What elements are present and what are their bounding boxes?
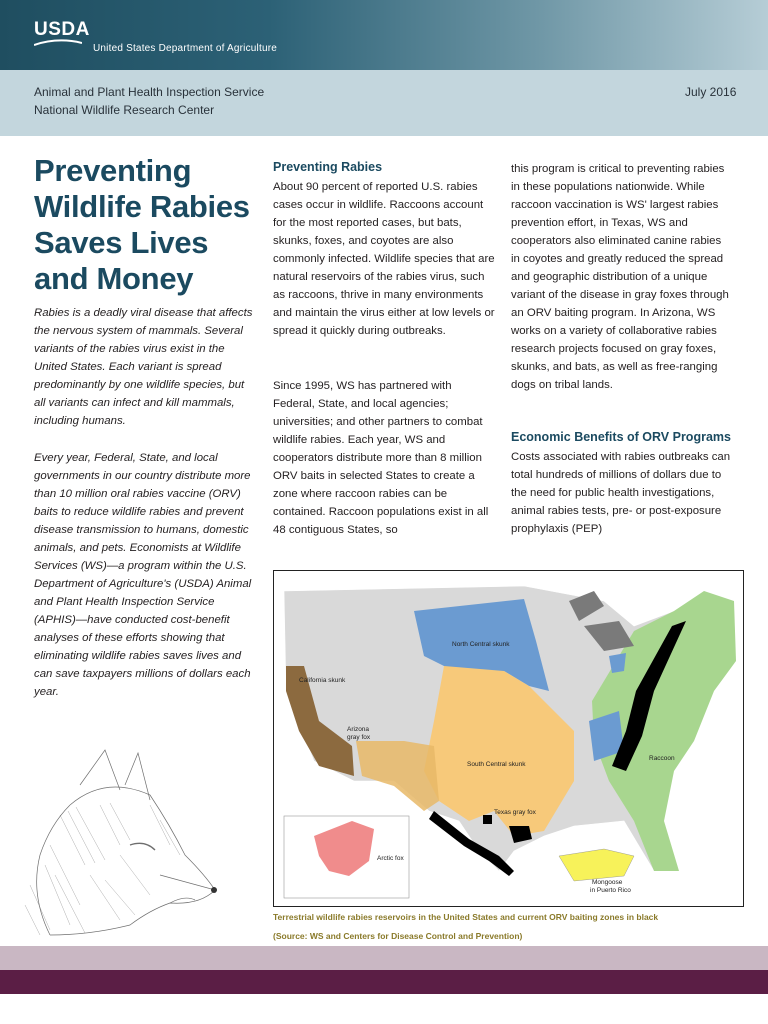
map-label-mongoose: Mongoose bbox=[592, 879, 623, 886]
department-name: United States Department of Agriculture bbox=[93, 43, 278, 54]
header-banner bbox=[0, 0, 768, 70]
map-label-gray-fox: gray fox bbox=[347, 734, 371, 741]
section-heading-economic-benefits: Economic Benefits of ORV Programs bbox=[511, 430, 731, 444]
usda-logo-swoosh-icon bbox=[34, 39, 82, 47]
intro-paragraph-1: Rabies is a deadly viral disease that affects the nervous system of mammals. Several variants of the rabies virus exist in the United States. Each variant is spread predominantly by one wildlife species, but all variants can infect and kill mammals, including humans. bbox=[34, 307, 253, 427]
footer-bar-light bbox=[0, 946, 768, 970]
footer-bar-dark bbox=[0, 970, 768, 994]
economic-paragraph-1: Costs associated with rabies outbreaks can total hundreds of millions of dollars due to the need for public health investigations, animal rabies tests, pre- or post-exposure prophylaxis (PEP) bbox=[511, 451, 731, 535]
page-title: Preventing Wildlife Rabies Saves Lives and Money bbox=[34, 153, 250, 296]
research-center-name: National Wildlife Research Center bbox=[34, 103, 215, 117]
map-label-north-central-skunk: North Central skunk bbox=[452, 641, 510, 648]
mongoose-puerto-rico-region bbox=[559, 849, 634, 881]
intro-paragraph-2: Every year, Federal, State, and local governments in our country distribute more than 10 million oral rabies vaccine (ORV) baits to reduce wildlife rabies and prevent disease transmission to humans, domestic animals, and pets. Economists at Wildlife Services (WS)—a program within the U.S. Department of Agriculture's (USDA) Animal and Plant Health Inspection Service (APHIS)—have conducted cost-benefit analyses of these efforts showing that eliminating wildlife rabies saves lives and can save taxpayers millions of dollars each year. bbox=[34, 452, 252, 698]
agency-name: Animal and Plant Health Inspection Service bbox=[34, 85, 265, 99]
preventing-paragraph-1: About 90 percent of reported U.S. rabies cases occur in wildlife. Raccoons account for the most reported cases, but bats, skunks, foxes, and coyotes are also commonly infected. Wildlife species that are natural reservoirs of the rabies virus, such as raccoons, thrive in many environments and maintain the virus either at low levels or spread it quickly during outbreaks. bbox=[273, 181, 495, 337]
rabies-reservoir-map bbox=[273, 570, 744, 907]
michigan-skunk-region bbox=[609, 653, 626, 673]
map-label-raccoon: Raccoon bbox=[649, 755, 675, 762]
fox-sketch-illustration bbox=[10, 745, 220, 940]
section-heading-preventing-rabies: Preventing Rabies bbox=[273, 160, 383, 174]
preventing-paragraph-2: Since 1995, WS has partnered with Federal, State, and local agencies; universities; and other partners to combat wildlife rabies. Each year, WS and cooperators distribute more than 8 million ORV baits in selected States to create a zone where raccoon rabies can be contained. Raccoon populations exist in all 48 contiguous States, so bbox=[273, 380, 489, 536]
usda-logo bbox=[34, 19, 90, 50]
publication-date: July 2016 bbox=[685, 85, 737, 99]
map-label-texas-gray-fox: Texas gray fox bbox=[494, 809, 536, 816]
map-label-puerto-rico: in Puerto Rico bbox=[590, 887, 631, 894]
usda-logo-text: USDA bbox=[34, 19, 90, 40]
us-map-graphic bbox=[274, 571, 743, 906]
map-label-california-skunk: California skunk bbox=[299, 677, 346, 684]
preventing-paragraph-3: this program is critical to preventing rabies in these populations nationwide. While raccoon vaccination is WS' largest rabies prevention effort, in Texas, WS and cooperators also eliminated canine rabies in coyotes and greatly reduced the spread and geographic distribution of a unique variant of the disease in gray foxes through an ORV baiting program. In Arizona, WS works on a variety of collaborative rabies research projects focused on gray foxes, skunks, and bats, as well as free-ranging dogs on tribal lands. bbox=[511, 163, 729, 391]
map-label-arctic-fox: Arctic fox bbox=[377, 855, 404, 862]
map-label-south-central-skunk: South Central skunk bbox=[467, 761, 526, 768]
arizona-gray-fox-region bbox=[356, 741, 439, 811]
orv-baiting-zone-texas-fox bbox=[483, 815, 492, 824]
map-caption-line-1: Terrestrial wildlife rabies reservoirs in the United States and current ORV baiting zones in black bbox=[273, 912, 659, 922]
map-label-arizona: Arizona bbox=[347, 726, 370, 733]
fox-nose-icon bbox=[211, 887, 217, 893]
map-caption-line-2: (Source: WS and Centers for Disease Control and Prevention) bbox=[273, 931, 523, 941]
